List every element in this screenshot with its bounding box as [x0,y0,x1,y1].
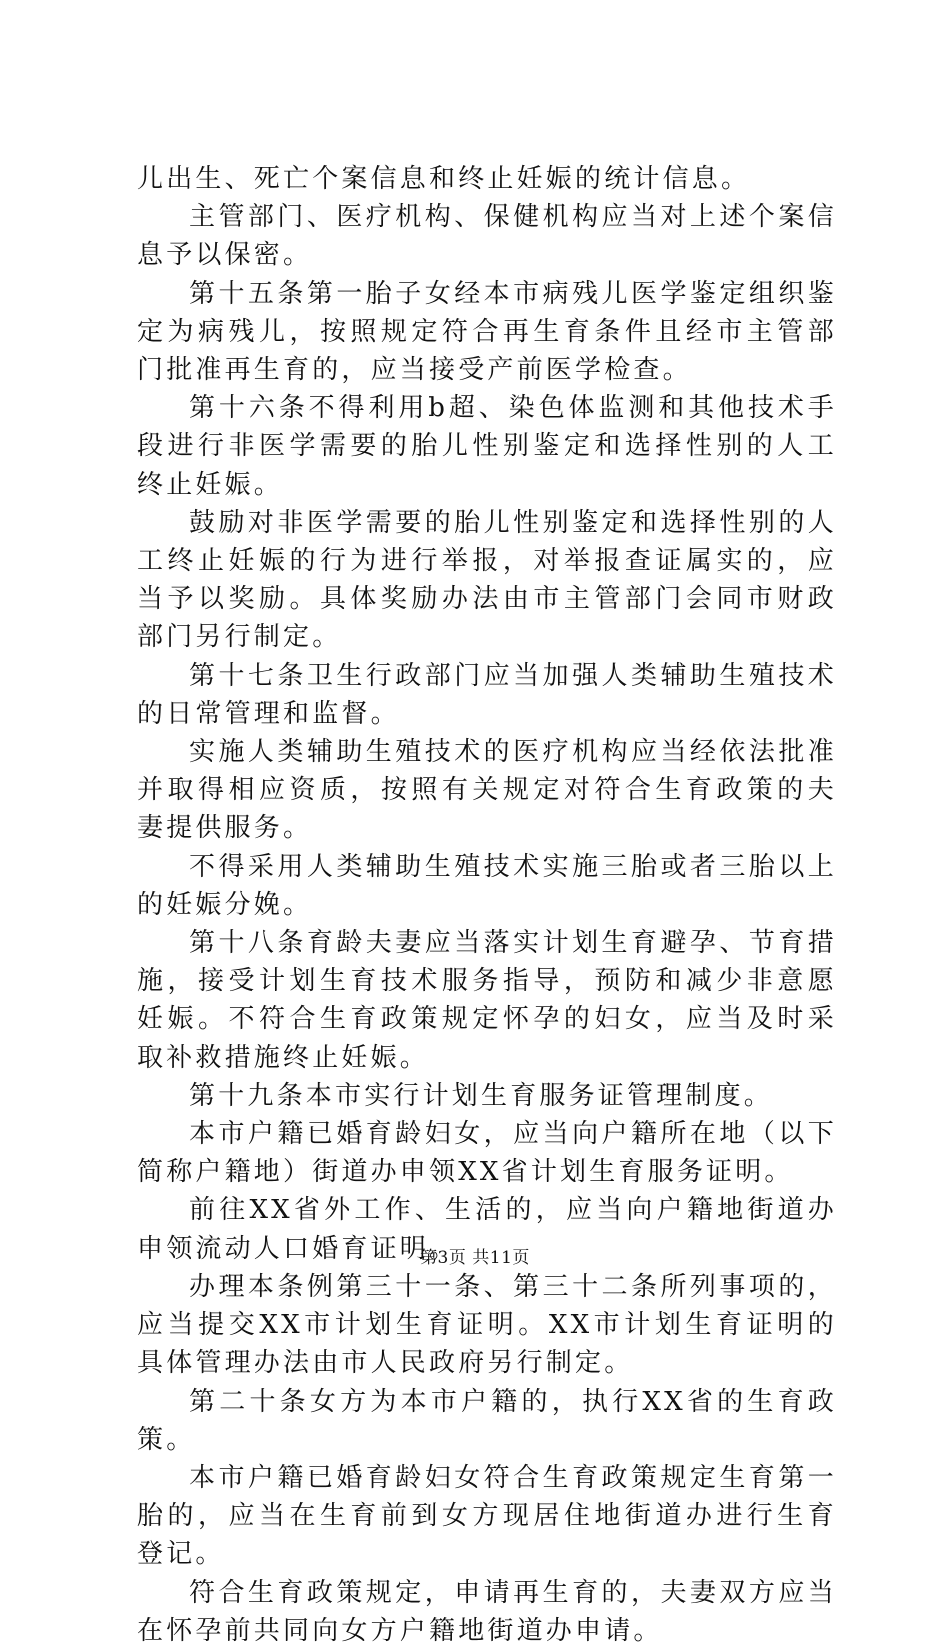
paragraph-article-17: 第十七条卫生行政部门应当加强人类辅助生殖技术的日常管理和监督。 [137,660,837,729]
paragraph: 符合生育政策规定，申请再生育的，夫妻双方应当在怀孕前共同向女方户籍地街道办申请。 [137,1577,837,1646]
paragraph: 本市户籍已婚育龄妇女，应当向户籍所在地（以下简称户籍地）街道办申领XX省计划生育服务证明。 [137,1119,837,1188]
paragraph: 鼓励对非医学需要的胎儿性别鉴定和选择性别的人工终止妊娠的行为进行举报，对举报查证属实的，应当予以奖励。具体奖励办法由市主管部门会同市财政部门另行制定。 [137,507,837,653]
paragraph-article-15: 第十五条第一胎子女经本市病残儿医学鉴定组织鉴定为病残儿，按照规定符合再生育条件且经市主管部门批准再生育的，应当接受产前医学检查。 [137,278,837,386]
paragraph: 主管部门、医疗机构、保健机构应当对上述个案信息予以保密。 [137,202,837,271]
paragraph-article-19: 第十九条本市实行计划生育服务证管理制度。 [189,1080,774,1111]
paragraph: 不得采用人类辅助生殖技术实施三胎或者三胎以上的妊娠分娩。 [137,851,837,920]
paragraph-article-18: 第十八条育龄夫妻应当落实计划生育避孕、节育措施，接受计划生育技术服务指导，预防和减少非意愿妊娠。不符合生育政策规定怀孕的妇女，应当及时采取补救措施终止妊娠。 [137,928,837,1073]
paragraph: 实施人类辅助生殖技术的医疗机构应当经依法批准并取得相应资质，按照有关规定对符合生育政策的夫妻提供服务。 [137,737,837,844]
page-number-footer: 第3页 共11页 [420,1248,530,1268]
paragraph-article-16: 第十六条不得利用b超、染色体监测和其他技术手段进行非医学需要的胎儿性别鉴定和选择性别的人工终止妊娠。 [137,393,837,500]
paragraph: 办理本条例第三十一条、第三十二条所列事项的，应当提交XX市计划生育证明。XX市计划生育证明的具体管理办法由市人民政府另行制定。 [137,1271,837,1379]
paragraph-article-20: 第二十条女方为本市户籍的，执行XX省的生育政策。 [137,1386,837,1455]
document-body [137,160,837,1650]
paragraph: 本市户籍已婚育龄妇女符合生育政策规定生育第一胎的，应当在生育前到女方现居住地街道办进行生育登记。 [137,1462,837,1570]
paragraph: 前往XX省外工作、生活的，应当向户籍地街道办申领流动人口婚育证明。 [137,1195,837,1264]
paragraph-continuation: 儿出生、死亡个案信息和终止妊娠的统计信息。 [137,164,751,194]
